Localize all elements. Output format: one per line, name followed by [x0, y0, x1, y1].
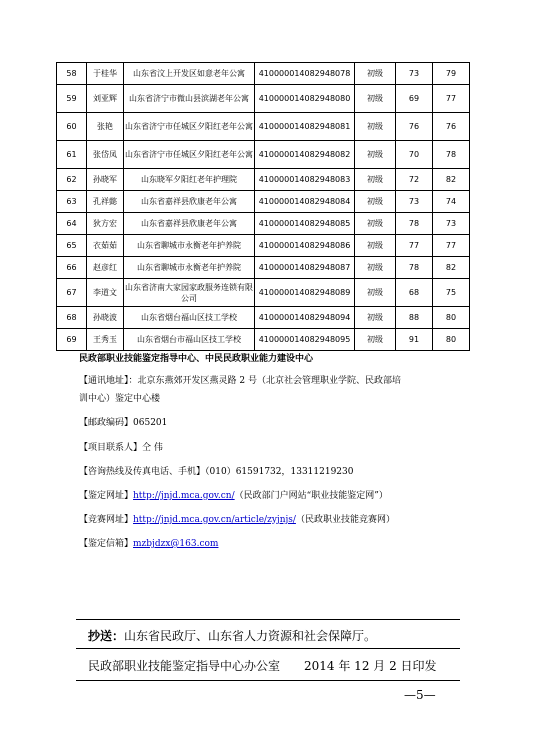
theory-score: 88 [396, 307, 433, 329]
certificate-number: 410000014082948083 [255, 169, 355, 191]
person-name: 孙晓波 [87, 307, 124, 329]
certificate-number: 410000014082948095 [255, 329, 355, 351]
employer: 山东省济南大家园家政服务连锁有限公司 [124, 279, 255, 307]
theory-score: 70 [396, 141, 433, 169]
address-label: 【通讯地址】： [79, 376, 138, 386]
person-label: 【项目联系人】 [79, 443, 143, 453]
postcode-label: 【邮政编码】 [79, 418, 134, 428]
contest-link[interactable]: http://jnjd.mca.gov.cn/article/zyjnjs/ [133, 515, 296, 525]
employer: 山东省烟台市福山区技工学校 [124, 329, 255, 351]
cc-label: 抄送： [88, 629, 125, 643]
certificate-number: 410000014082948082 [255, 141, 355, 169]
grade-level: 初级 [355, 169, 396, 191]
grade-level: 初级 [355, 329, 396, 351]
cc-text: 山东省民政厅、山东省人力资源和社会保障厅。 [124, 629, 377, 643]
row-number: 69 [57, 329, 87, 351]
table-row [57, 113, 470, 141]
contest-label: 【竞赛网址】 [79, 515, 134, 525]
certificate-number: 410000014082948078 [255, 63, 355, 85]
theory-score: 91 [396, 329, 433, 351]
theory-score: 72 [396, 169, 433, 191]
issue-date: 2014 年 12 月 2 日印发 [304, 659, 437, 673]
issuer: 民政部职业技能鉴定指导中心办公室 [88, 659, 281, 673]
mail-link[interactable]: mzbjdzx@163.com [133, 539, 219, 549]
grade-level: 初级 [355, 85, 396, 113]
skill-score: 74 [433, 191, 470, 213]
employer: 山东省聊城市永衡老年护养院 [124, 257, 255, 279]
person-name: 衣茹茹 [87, 235, 124, 257]
grade-level: 初级 [355, 279, 396, 307]
grade-level: 初级 [355, 235, 396, 257]
skill-score: 73 [433, 213, 470, 235]
row-number: 67 [57, 279, 87, 307]
skill-score: 82 [433, 257, 470, 279]
certificate-number: 410000014082948086 [255, 235, 355, 257]
cc-line [88, 627, 376, 644]
site-note: （民政部门户网站“职业技能鉴定网”） [234, 491, 388, 501]
postcode-value: 065201 [133, 418, 168, 428]
row-number: 68 [57, 307, 87, 329]
cc-bottom-rule [76, 648, 460, 649]
roster-body [57, 63, 470, 351]
contact-org: 民政部职业技能鉴定指导中心、中民民政职业能力建设中心 [79, 354, 314, 364]
row-number: 60 [57, 113, 87, 141]
issue-footer [88, 657, 437, 674]
person-name: 刘亚辉 [87, 85, 124, 113]
row-number: 64 [57, 213, 87, 235]
employer: 山东省嘉祥县欣康老年公寓 [124, 191, 255, 213]
table-row [57, 329, 470, 351]
skill-score: 78 [433, 141, 470, 169]
theory-score: 78 [396, 257, 433, 279]
skill-score: 76 [433, 113, 470, 141]
table-row [57, 85, 470, 113]
address-line-2: 训中心）鉴定中心楼 [79, 394, 161, 404]
skill-score: 82 [433, 169, 470, 191]
employer: 山东省济宁市微山县滨湖老年公寓 [124, 85, 255, 113]
grade-level: 初级 [355, 257, 396, 279]
address-line-1 [79, 375, 401, 388]
skill-score: 80 [433, 329, 470, 351]
employer: 山东省烟台福山区技工学校 [124, 307, 255, 329]
row-number: 62 [57, 169, 87, 191]
certificate-number: 410000014082948085 [255, 213, 355, 235]
row-number: 66 [57, 257, 87, 279]
skill-score: 79 [433, 63, 470, 85]
row-number: 65 [57, 235, 87, 257]
mail-label: 【鉴定信箱】 [79, 539, 134, 549]
certificate-number: 410000014082948089 [255, 279, 355, 307]
theory-score: 69 [396, 85, 433, 113]
certificate-number: 410000014082948081 [255, 113, 355, 141]
contest-note: （民政职业技能竞赛网） [295, 515, 395, 525]
employer: 山东省嘉祥县欣康老年公寓 [124, 213, 255, 235]
person-name: 赵彦红 [87, 257, 124, 279]
phone-line [79, 466, 354, 479]
site-link[interactable]: http://jnjd.mca.gov.cn/ [133, 491, 235, 501]
page-number: —5— [404, 688, 436, 702]
employer: 山东晓军夕阳红老年护理院 [124, 169, 255, 191]
phone-value: （010）61591732，13311219230 [205, 467, 354, 477]
grade-level: 初级 [355, 113, 396, 141]
site-label: 【鉴定网址】 [79, 491, 134, 501]
cc-top-rule [76, 619, 460, 620]
skill-score: 77 [433, 85, 470, 113]
contest-line [79, 514, 395, 527]
certificate-number: 410000014082948094 [255, 307, 355, 329]
theory-score: 77 [396, 235, 433, 257]
person-name: 张岱凤 [87, 141, 124, 169]
person-value: 仝 伟 [142, 443, 163, 453]
person-name: 孙晓军 [87, 169, 124, 191]
employer: 山东省聊城市永衡老年护养院 [124, 235, 255, 257]
table-row [57, 257, 470, 279]
certificate-number: 410000014082948080 [255, 85, 355, 113]
theory-score: 68 [396, 279, 433, 307]
theory-score: 73 [396, 63, 433, 85]
person-name: 张艳 [87, 113, 124, 141]
table-row [57, 63, 470, 85]
table-row [57, 213, 470, 235]
row-number: 58 [57, 63, 87, 85]
address-value-1: 北京东燕郊开发区燕灵路 2 号（北京社会管理职业学院、民政部培 [137, 376, 401, 386]
skill-score: 77 [433, 235, 470, 257]
person-name: 狄方宏 [87, 213, 124, 235]
person-name: 王秀玉 [87, 329, 124, 351]
person-line [79, 442, 163, 455]
theory-score: 73 [396, 191, 433, 213]
footer-rule [76, 680, 460, 681]
mail-line [79, 538, 218, 551]
employer: 山东省济宁市任城区夕阳红老年公寓 [124, 113, 255, 141]
table-row [57, 235, 470, 257]
grade-level: 初级 [355, 141, 396, 169]
person-name: 于桂华 [87, 63, 124, 85]
postcode-line [79, 417, 167, 430]
employer: 山东省济宁市任城区夕阳红老年公寓 [124, 141, 255, 169]
site-line [79, 490, 388, 503]
skill-score: 75 [433, 279, 470, 307]
skill-score: 80 [433, 307, 470, 329]
person-name: 孔祥懿 [87, 191, 124, 213]
row-number: 63 [57, 191, 87, 213]
certificate-number: 410000014082948084 [255, 191, 355, 213]
phone-label: 【咨询热线及传真电话、手机】 [79, 467, 206, 477]
theory-score: 76 [396, 113, 433, 141]
row-number: 59 [57, 85, 87, 113]
table-row [57, 141, 470, 169]
person-name: 李道文 [87, 279, 124, 307]
certificate-number: 410000014082948087 [255, 257, 355, 279]
grade-level: 初级 [355, 191, 396, 213]
table-row [57, 191, 470, 213]
grade-level: 初级 [355, 307, 396, 329]
table-row [57, 307, 470, 329]
grade-level: 初级 [355, 63, 396, 85]
grade-level: 初级 [355, 213, 396, 235]
row-number: 61 [57, 141, 87, 169]
roster-table [56, 62, 470, 351]
theory-score: 78 [396, 213, 433, 235]
employer: 山东省汶上开发区如意老年公寓 [124, 63, 255, 85]
table-row [57, 279, 470, 307]
table-row [57, 169, 470, 191]
